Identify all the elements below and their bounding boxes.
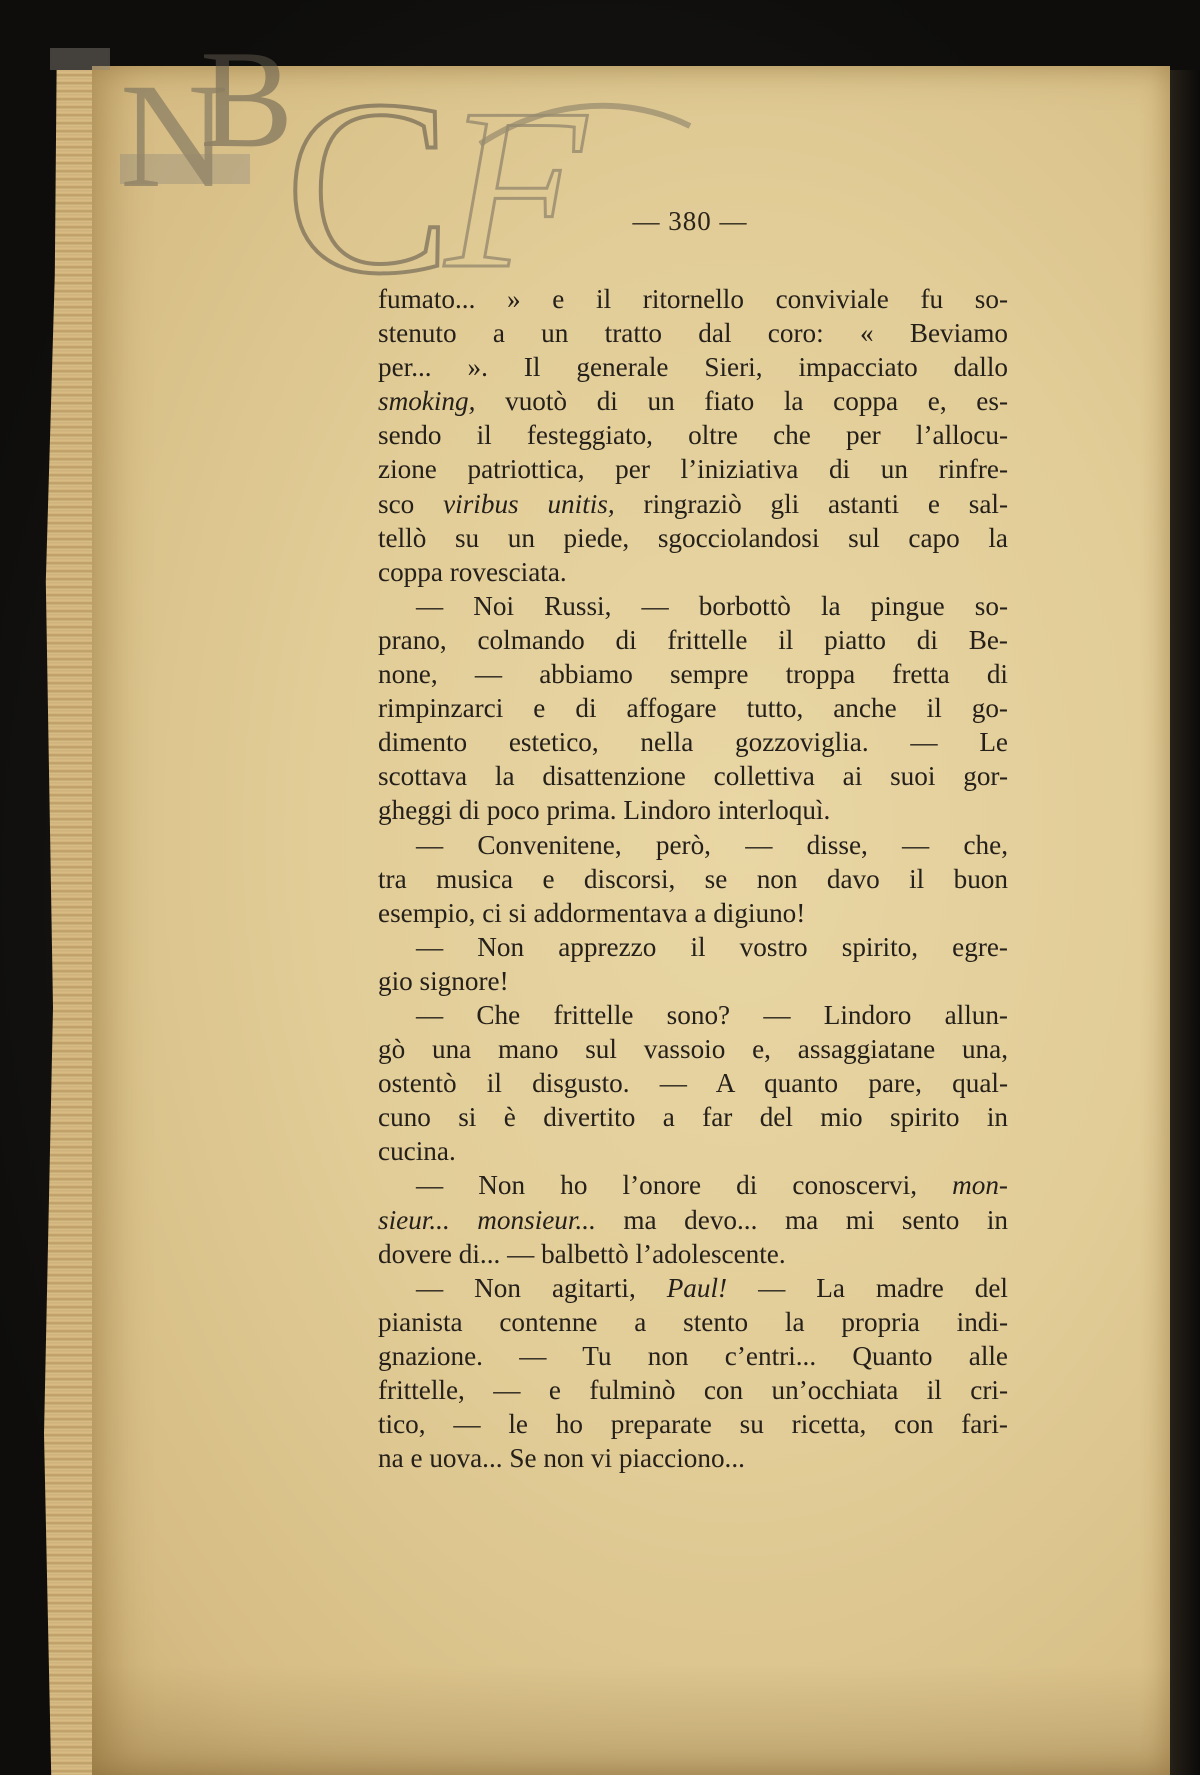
text-line <box>378 589 1008 623</box>
text-segment: gheggi di poco prima. Lindoro interloquì. <box>378 795 831 826</box>
text-segment: vuotò di un fiato la coppa e, es- <box>475 386 1008 417</box>
bncf-watermark-logo <box>50 26 700 276</box>
text-segment: tellò su un piede, sgocciolandosi sul capo la <box>378 522 1008 553</box>
text-segment: ringraziò gli astanti e sal- <box>614 488 1009 519</box>
page-shadow <box>92 1665 1170 1775</box>
text-line <box>378 384 1008 418</box>
text-line <box>378 452 1008 486</box>
text-segment: sendo il festeggiato, oltre che per l’allocu- <box>378 420 1008 451</box>
text-segment: tra musica e discorsi, se non davo il buon <box>378 863 1008 894</box>
text-segment: gò una mano sul vassoio e, assaggiatane una, <box>378 1034 1008 1065</box>
page-number: — 380 — <box>632 206 748 236</box>
text-line <box>378 1134 1008 1168</box>
italic-text: viribus unitis, <box>443 488 615 519</box>
text-segment: — Non apprezzo il vostro spirito, egre- <box>416 931 1008 962</box>
text-line <box>378 759 1008 793</box>
text-segment: none, — abbiamo sempre troppa fretta di <box>378 659 1008 690</box>
text-line <box>378 487 1008 521</box>
text-line <box>378 1339 1008 1373</box>
text-line <box>378 1271 1008 1305</box>
text-segment: sco <box>378 488 444 519</box>
book-spine <box>1166 70 1200 1775</box>
text-line <box>378 896 1008 930</box>
text-segment: — Convenitene, però, — disse, — che, <box>416 829 1008 860</box>
text-line <box>378 1441 1008 1475</box>
watermark-letter-c: C <box>285 49 452 276</box>
watermark-letter-b: B <box>200 26 294 177</box>
text-line <box>378 1168 1008 1202</box>
text-line <box>378 316 1008 350</box>
text-segment: — La madre del <box>727 1272 1008 1303</box>
text-segment: scottava la disattenzione collettiva ai suoi gor- <box>378 761 1008 792</box>
text-segment: tico, — le ho preparate su ricetta, con fari- <box>378 1409 1008 1440</box>
italic-text: sieur... monsieur... <box>378 1204 596 1235</box>
text-line <box>378 964 1008 998</box>
text-segment: fumato... » e il ritornello conviviale fu so- <box>378 284 1008 314</box>
text-line <box>378 657 1008 691</box>
watermark-letter-n: N <box>120 53 229 219</box>
text-segment: prano, colmando di frittelle il piatto di Be- <box>378 624 1008 655</box>
text-line <box>378 930 1008 964</box>
italic-text: mon- <box>952 1170 1008 1201</box>
text-segment: gio signore! <box>378 965 509 996</box>
text-line <box>378 1100 1008 1134</box>
text-line <box>378 1066 1008 1100</box>
italic-text: Paul! <box>666 1272 728 1303</box>
text-line <box>378 1203 1008 1237</box>
text-segment: — Non agitarti, <box>416 1272 667 1303</box>
text-segment: pianista contenne a stento la propria indi- <box>378 1306 1008 1337</box>
text-segment: dovere di... — balbettò l’adolescente. <box>378 1238 786 1269</box>
text-segment: per... ». Il generale Sieri, impacciato dallo <box>378 352 1008 383</box>
text-segment: ostentò il disgusto. — A quanto pare, qual- <box>378 1068 1008 1099</box>
text-line <box>378 1237 1008 1271</box>
text-segment: frittelle, — e fulminò con un’occhiata il cri- <box>378 1375 1008 1405</box>
text-segment: stenuto a un tratto dal coro: « Beviamo <box>378 318 1008 349</box>
italic-text: smoking, <box>378 386 476 417</box>
text-line <box>378 282 1008 316</box>
text-segment: rimpinzarci e di affogare tutto, anche il go- <box>378 693 1008 724</box>
text-line <box>378 623 1008 657</box>
text-segment: cucina. <box>378 1136 456 1167</box>
text-segment: — Che frittelle sono? — Lindoro allun- <box>416 999 1008 1030</box>
text-line <box>378 1407 1008 1441</box>
text-segment: esempio, ci si addormentava a digiuno! <box>378 897 806 928</box>
text-line <box>378 521 1008 555</box>
text-line <box>378 691 1008 725</box>
text-segment: gnazione. — Tu non c’entri... Quanto alle <box>378 1340 1008 1371</box>
text-segment: coppa rovesciata. <box>378 556 567 587</box>
text-line <box>378 725 1008 759</box>
text-segment: dimento estetico, nella gozzoviglia. — Le <box>378 727 1008 758</box>
text-line <box>378 1373 1008 1407</box>
text-segment: — Non ho l’onore di conoscervi, <box>416 1170 953 1201</box>
text-line <box>378 828 1008 862</box>
text-segment: ma devo... ma mi sento in <box>595 1204 1009 1235</box>
text-segment: zione patriottica, per l’iniziativa di un rinfre- <box>378 454 1008 485</box>
text-segment: cuno si è divertito a far del mio spirito in <box>378 1102 1008 1133</box>
text-line <box>378 555 1008 589</box>
text-line <box>378 1305 1008 1339</box>
text-segment: na e uova... Se non vi piacciono... <box>378 1443 745 1474</box>
text-line <box>378 1032 1008 1066</box>
text-line <box>378 350 1008 384</box>
text-line <box>378 793 1008 827</box>
body-text <box>378 282 1008 1475</box>
watermark-letter-f: F <box>445 61 586 276</box>
text-segment: — Noi Russi, — borbottò la pingue so- <box>416 590 1008 621</box>
text-line <box>378 862 1008 896</box>
text-line <box>378 998 1008 1032</box>
text-line <box>378 418 1008 452</box>
